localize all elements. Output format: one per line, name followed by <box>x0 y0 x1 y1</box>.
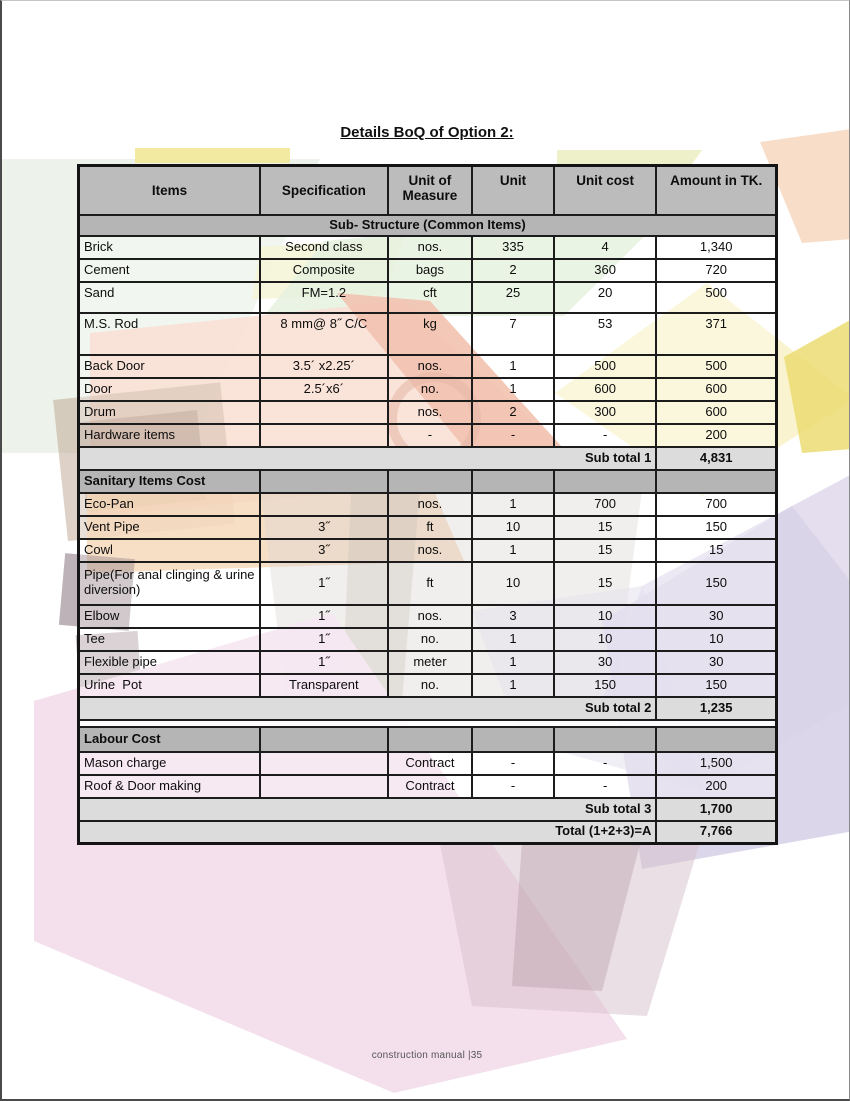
cell-amount: 600 <box>656 378 776 401</box>
boq-header-row <box>79 166 777 215</box>
cell-unit: 2 <box>472 401 554 424</box>
table-row <box>79 313 777 355</box>
cell-specification: 1˝ <box>260 628 388 651</box>
section-title: Sanitary Items Cost <box>79 470 260 493</box>
cell-unit: - <box>472 752 554 775</box>
table-row <box>79 674 777 697</box>
table-row <box>79 516 777 539</box>
cell-amount: 30 <box>656 605 776 628</box>
cell-unit-of-measure: Contract <box>388 752 472 775</box>
cell-items: Tee <box>79 628 260 651</box>
cell-unit-of-measure: nos. <box>388 605 472 628</box>
column-header-unit-cost: Unit cost <box>554 166 657 215</box>
section-title: Labour Cost <box>79 727 260 752</box>
cell-specification: FM=1.2 <box>260 282 388 313</box>
cell-unit-cost: 150 <box>554 674 657 697</box>
cell-items: M.S. Rod <box>79 313 260 355</box>
cell-specification: 2.5´x6´ <box>260 378 388 401</box>
cell-unit-of-measure: nos. <box>388 355 472 378</box>
cell-unit-of-measure: meter <box>388 651 472 674</box>
boq-table <box>77 164 778 845</box>
section-blank-cell <box>472 727 554 752</box>
cell-specification: Composite <box>260 259 388 282</box>
page-title: Details BoQ of Option 2: <box>340 124 514 141</box>
subtotal-value: 1,235 <box>656 697 776 720</box>
cell-specification: 3.5´ x2.25´ <box>260 355 388 378</box>
subtotal-value: 4,831 <box>656 447 776 470</box>
cell-amount: 500 <box>656 282 776 313</box>
cell-items: Sand <box>79 282 260 313</box>
cell-unit-of-measure: Contract <box>388 775 472 798</box>
table-row <box>79 775 777 798</box>
table-row <box>79 259 777 282</box>
table-row <box>79 651 777 674</box>
subtotal-value: 1,700 <box>656 798 776 821</box>
cell-unit-of-measure: kg <box>388 313 472 355</box>
cell-amount: 500 <box>656 355 776 378</box>
cell-items: Brick <box>79 236 260 259</box>
cell-unit-of-measure: no. <box>388 628 472 651</box>
subtotal-row <box>79 798 777 821</box>
cell-specification: 1˝ <box>260 651 388 674</box>
table-row <box>79 539 777 562</box>
cell-items: Flexible pipe <box>79 651 260 674</box>
cell-amount: 600 <box>656 401 776 424</box>
cell-unit-cost: 20 <box>554 282 657 313</box>
table-row <box>79 401 777 424</box>
page-footer: construction manual |35 <box>371 1050 483 1061</box>
section-blank-cell <box>656 470 776 493</box>
column-header-unit-of-measure: Unit of Measure <box>388 166 472 215</box>
table-row <box>79 424 777 447</box>
subtotal-row <box>79 697 777 720</box>
cell-unit-cost: - <box>554 775 657 798</box>
table-row <box>79 562 777 605</box>
cell-unit-cost: 15 <box>554 539 657 562</box>
cell-unit-cost: 500 <box>554 355 657 378</box>
cell-unit-cost: 4 <box>554 236 657 259</box>
cell-items: Door <box>79 378 260 401</box>
cell-specification: Second class <box>260 236 388 259</box>
subtotal-row <box>79 821 777 844</box>
cell-items: Cement <box>79 259 260 282</box>
cell-unit: 1 <box>472 674 554 697</box>
cell-items: Mason charge <box>79 752 260 775</box>
section-blank-cell <box>656 727 776 752</box>
section-blank-cell <box>260 470 388 493</box>
spacer-cell <box>79 720 777 727</box>
section-blank-cell <box>388 727 472 752</box>
subtotal-label: Sub total 2 <box>79 697 657 720</box>
subtotal-label: Sub total 3 <box>79 798 657 821</box>
boq-table-body <box>79 215 777 844</box>
cell-amount: 1,340 <box>656 236 776 259</box>
cell-items: Elbow <box>79 605 260 628</box>
cell-unit: 2 <box>472 259 554 282</box>
cell-unit: 1 <box>472 651 554 674</box>
cell-amount: 150 <box>656 674 776 697</box>
section-blank-cell <box>554 470 657 493</box>
cell-unit: 10 <box>472 562 554 605</box>
cell-amount: 10 <box>656 628 776 651</box>
cell-amount: 150 <box>656 562 776 605</box>
cell-unit-of-measure: nos. <box>388 493 472 516</box>
cell-unit-of-measure: nos. <box>388 236 472 259</box>
section-title: Sub- Structure (Common Items) <box>79 215 777 236</box>
cell-items: Hardware items <box>79 424 260 447</box>
table-row <box>79 355 777 378</box>
cell-unit-cost: 700 <box>554 493 657 516</box>
cell-amount: 15 <box>656 539 776 562</box>
cell-unit: 1 <box>472 628 554 651</box>
cell-unit: - <box>472 424 554 447</box>
cell-specification: 3˝ <box>260 516 388 539</box>
cell-unit-cost: 15 <box>554 562 657 605</box>
cell-amount: 30 <box>656 651 776 674</box>
cell-unit-cost: 53 <box>554 313 657 355</box>
cell-specification: 3˝ <box>260 539 388 562</box>
section-full-row <box>79 215 777 236</box>
cell-items: Vent Pipe <box>79 516 260 539</box>
section-blank-cell <box>260 727 388 752</box>
cell-unit-cost: 10 <box>554 605 657 628</box>
cell-unit-cost: - <box>554 752 657 775</box>
cell-unit: 10 <box>472 516 554 539</box>
table-row <box>79 236 777 259</box>
spacer-row <box>79 720 777 727</box>
cell-unit-cost: 10 <box>554 628 657 651</box>
cell-unit-of-measure: bags <box>388 259 472 282</box>
table-row <box>79 378 777 401</box>
cell-unit-of-measure: nos. <box>388 401 472 424</box>
cell-unit-of-measure: - <box>388 424 472 447</box>
cell-unit: 7 <box>472 313 554 355</box>
cell-unit-of-measure: no. <box>388 378 472 401</box>
section-blank-cell <box>472 470 554 493</box>
cell-unit: 1 <box>472 493 554 516</box>
cell-unit-cost: 300 <box>554 401 657 424</box>
cell-items: Eco-Pan <box>79 493 260 516</box>
cell-unit: 1 <box>472 355 554 378</box>
cell-unit-cost: 360 <box>554 259 657 282</box>
cell-unit: 25 <box>472 282 554 313</box>
cell-specification: Transparent <box>260 674 388 697</box>
table-row <box>79 752 777 775</box>
section-blank-cell <box>388 470 472 493</box>
table-row <box>79 605 777 628</box>
cell-items: Roof & Door making <box>79 775 260 798</box>
cell-items: Drum <box>79 401 260 424</box>
cell-items: Back Door <box>79 355 260 378</box>
column-header-amount: Amount in TK. <box>656 166 776 215</box>
section-row <box>79 727 777 752</box>
cell-amount: 150 <box>656 516 776 539</box>
cell-unit-of-measure: no. <box>388 674 472 697</box>
cell-unit-of-measure: cft <box>388 282 472 313</box>
cell-unit-cost: - <box>554 424 657 447</box>
section-row <box>79 470 777 493</box>
cell-amount: 700 <box>656 493 776 516</box>
column-header-specification: Specification <box>260 166 388 215</box>
cell-specification: 1˝ <box>260 605 388 628</box>
cell-unit-of-measure: ft <box>388 562 472 605</box>
cell-specification: 1˝ <box>260 562 388 605</box>
cell-specification <box>260 752 388 775</box>
cell-amount: 200 <box>656 775 776 798</box>
cell-items: Pipe(For anal clinging & urine diversion) <box>79 562 260 605</box>
cell-unit: 1 <box>472 539 554 562</box>
cell-unit-cost: 600 <box>554 378 657 401</box>
cell-items: Cowl <box>79 539 260 562</box>
table-row <box>79 282 777 313</box>
cell-amount: 371 <box>656 313 776 355</box>
cell-amount: 1,500 <box>656 752 776 775</box>
cell-amount: 720 <box>656 259 776 282</box>
subtotal-row <box>79 447 777 470</box>
cell-unit: 3 <box>472 605 554 628</box>
cell-amount: 200 <box>656 424 776 447</box>
cell-unit-of-measure: nos. <box>388 539 472 562</box>
subtotal-value: 7,766 <box>656 821 776 844</box>
cell-specification <box>260 424 388 447</box>
column-header-items: Items <box>79 166 260 215</box>
section-blank-cell <box>554 727 657 752</box>
table-row <box>79 628 777 651</box>
cell-unit-cost: 30 <box>554 651 657 674</box>
table-row <box>79 493 777 516</box>
cell-specification <box>260 493 388 516</box>
cell-unit: 1 <box>472 378 554 401</box>
cell-specification <box>260 401 388 424</box>
cell-specification <box>260 775 388 798</box>
cell-specification: 8 mm@ 8˝ C/C <box>260 313 388 355</box>
cell-unit-of-measure: ft <box>388 516 472 539</box>
column-header-unit: Unit <box>472 166 554 215</box>
cell-unit: - <box>472 775 554 798</box>
subtotal-label: Sub total 1 <box>79 447 657 470</box>
cell-unit-cost: 15 <box>554 516 657 539</box>
cell-unit: 335 <box>472 236 554 259</box>
cell-items: Urine Pot <box>79 674 260 697</box>
subtotal-label: Total (1+2+3)=A <box>79 821 657 844</box>
